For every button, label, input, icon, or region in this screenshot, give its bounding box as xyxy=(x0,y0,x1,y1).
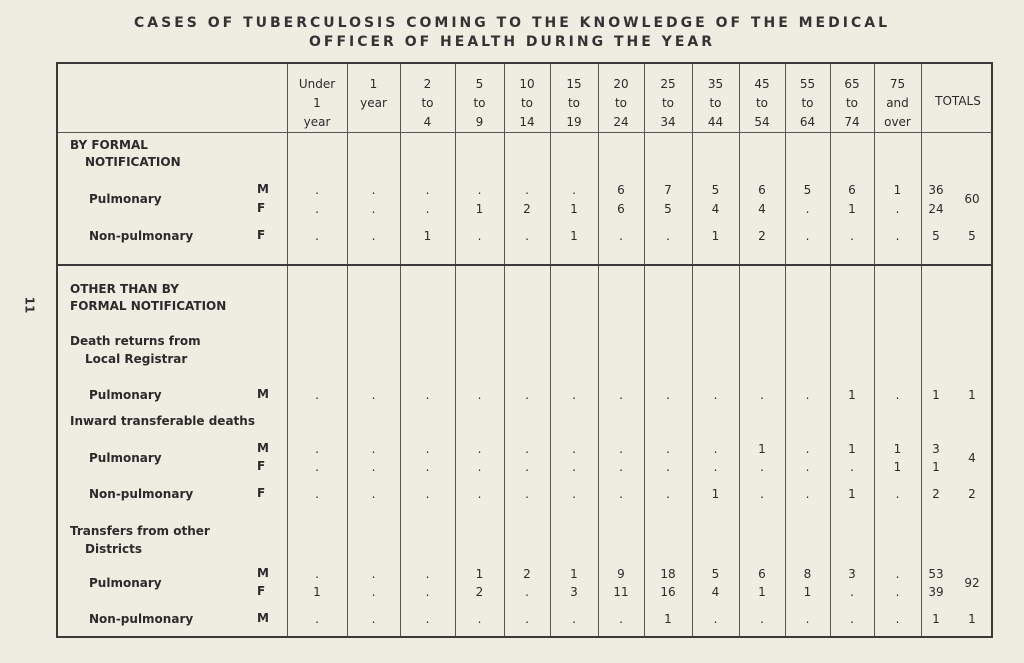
table-cell: 1 xyxy=(893,460,902,474)
table-cell: . xyxy=(619,229,623,243)
table-cell: . xyxy=(666,229,670,243)
row-sex: F xyxy=(257,459,266,473)
table-cell: 8 xyxy=(803,567,812,581)
grand-total: 92 xyxy=(964,576,980,590)
grand-total: 4 xyxy=(968,451,976,465)
table-cell: . xyxy=(477,612,482,626)
table-cell: . xyxy=(371,229,376,243)
table-cell: 1 xyxy=(893,442,902,456)
table-cell: . xyxy=(477,460,482,474)
table-cell: 1 xyxy=(475,202,484,216)
table-cell: . xyxy=(666,487,670,501)
column-divider xyxy=(692,64,693,636)
column-header: to xyxy=(421,96,434,110)
column-header: 34 xyxy=(660,115,676,129)
column-header: 15 xyxy=(566,77,582,91)
table-cell: . xyxy=(713,442,718,456)
column-header: 20 xyxy=(613,77,629,91)
table-cell: 6 xyxy=(617,183,625,197)
table-cell: . xyxy=(525,442,529,456)
table-cell: 5 xyxy=(803,183,812,197)
column-header: 35 xyxy=(707,77,724,91)
sub-transfers-line2: Districts xyxy=(85,542,142,556)
column-header: and xyxy=(886,96,909,110)
table-cell: . xyxy=(895,612,900,626)
table-cell: 2 xyxy=(523,567,531,581)
column-header: 14 xyxy=(519,115,535,129)
row-label: Pulmonary xyxy=(89,388,162,402)
column-header: 9 xyxy=(475,115,484,129)
row-sex: M xyxy=(257,566,269,580)
table-cell: 6 xyxy=(758,183,766,197)
row-sex: M xyxy=(257,611,269,625)
column-divider xyxy=(550,64,551,636)
table-cell: 1 xyxy=(848,388,856,402)
table-cell: . xyxy=(713,460,718,474)
column-header: to xyxy=(520,96,534,110)
table-cell: . xyxy=(315,202,319,216)
table-cell: . xyxy=(525,585,529,599)
section-other-line2: FORMAL NOTIFICATION xyxy=(70,299,227,313)
column-header: 45 xyxy=(754,77,770,91)
column-header: 24 xyxy=(613,115,629,129)
table-cell: . xyxy=(371,202,376,216)
table-cell: . xyxy=(805,487,810,501)
row-total: 2 xyxy=(932,487,940,501)
column-divider xyxy=(347,64,348,636)
table-cell: . xyxy=(425,442,430,456)
table-cell: . xyxy=(371,388,376,402)
section-other-line1: OTHER THAN BY xyxy=(70,282,179,296)
row-total: 36 xyxy=(928,183,944,197)
table-cell: 1 xyxy=(570,202,578,216)
table-cell: . xyxy=(572,612,576,626)
table-cell: . xyxy=(713,388,718,402)
column-header: year xyxy=(303,115,331,129)
column-header: 65 xyxy=(844,77,860,91)
row-label: Non-pulmonary xyxy=(89,612,194,626)
column-header: 1 xyxy=(313,96,321,110)
sub-inward: Inward transferable deaths xyxy=(70,414,255,428)
grand-total: 5 xyxy=(968,229,976,243)
table-cell: 1 xyxy=(848,487,856,501)
table-cell: . xyxy=(805,460,810,474)
table-cell: . xyxy=(572,460,576,474)
table-cell: . xyxy=(619,487,623,501)
table-cell: 4 xyxy=(711,585,720,599)
table-cell: . xyxy=(525,487,529,501)
row-divider xyxy=(58,264,991,266)
table-cell: . xyxy=(760,460,764,474)
column-divider xyxy=(644,64,645,636)
table-cell: 2 xyxy=(758,229,766,243)
column-header: Under xyxy=(298,77,336,91)
table-cell: 6 xyxy=(617,202,625,216)
table-cell: 16 xyxy=(660,585,676,599)
table-cell: 2 xyxy=(475,585,484,599)
table-cell: 9 xyxy=(617,567,625,581)
table-cell: . xyxy=(371,183,376,197)
sub-transfers-line1: Transfers from other xyxy=(70,524,210,538)
sub-death-line2: Local Registrar xyxy=(85,352,188,366)
column-header: 5 xyxy=(475,77,484,91)
row-total: 1 xyxy=(932,612,940,626)
column-header: to xyxy=(709,96,722,110)
table-cell: 1 xyxy=(313,585,321,599)
column-divider xyxy=(455,64,456,636)
table-cell: . xyxy=(315,229,319,243)
table-cell: 6 xyxy=(758,567,766,581)
row-total: 3 xyxy=(932,442,940,456)
row-total: 1 xyxy=(932,460,940,474)
row-total: 39 xyxy=(928,585,944,599)
table-cell: . xyxy=(805,442,810,456)
column-header: year xyxy=(360,96,387,110)
column-divider xyxy=(739,64,740,636)
column-header: 10 xyxy=(519,77,535,91)
row-label: Pulmonary xyxy=(89,451,162,465)
table-cell: 4 xyxy=(758,202,766,216)
table-cell: . xyxy=(525,388,529,402)
table-cell: . xyxy=(895,202,900,216)
table-cell: . xyxy=(805,229,810,243)
row-total: 5 xyxy=(932,229,940,243)
table-cell: . xyxy=(371,487,376,501)
column-header: 44 xyxy=(707,115,724,129)
column-header: over xyxy=(884,115,911,129)
row-sex: M xyxy=(257,387,269,401)
table-cell: . xyxy=(315,388,319,402)
table-cell: . xyxy=(371,442,376,456)
table-cell: . xyxy=(713,612,718,626)
table-cell: . xyxy=(477,229,482,243)
grand-total: 1 xyxy=(968,388,976,402)
grand-total: 60 xyxy=(964,192,980,206)
table-cell: . xyxy=(315,567,319,581)
column-header: 55 xyxy=(799,77,816,91)
row-label: Pulmonary xyxy=(89,576,162,590)
table-cell: . xyxy=(315,612,319,626)
table-cell: 6 xyxy=(848,183,856,197)
table-cell: . xyxy=(760,487,764,501)
table-cell: . xyxy=(805,612,810,626)
table-cell: . xyxy=(760,612,764,626)
table-cell: . xyxy=(572,388,576,402)
row-sex: F xyxy=(257,584,266,598)
column-header: 64 xyxy=(799,115,816,129)
title-line-2: OFFICER OF HEALTH DURING THE YEAR xyxy=(308,34,715,50)
table-cell: . xyxy=(425,585,430,599)
table-cell: 1 xyxy=(423,229,432,243)
table-cell: . xyxy=(619,388,623,402)
table-cell: . xyxy=(850,585,854,599)
table-cell: . xyxy=(805,202,810,216)
table-cell: . xyxy=(477,183,482,197)
row-sex: F xyxy=(257,486,266,500)
table-cell: 5 xyxy=(664,202,672,216)
column-header: 2 xyxy=(423,77,432,91)
column-header: to xyxy=(755,96,769,110)
table-cell: 11 xyxy=(613,585,629,599)
table-cell: 1 xyxy=(758,585,766,599)
section-formal-line2: NOTIFICATION xyxy=(85,155,181,169)
table-cell: 1 xyxy=(893,183,902,197)
table-cell: 5 xyxy=(711,567,720,581)
table-cell: . xyxy=(850,229,854,243)
table-cell: . xyxy=(371,460,376,474)
grand-total: 1 xyxy=(968,612,976,626)
table-cell: 5 xyxy=(711,183,720,197)
table-cell: . xyxy=(371,585,376,599)
row-total: 53 xyxy=(928,567,944,581)
column-header: 4 xyxy=(423,115,432,129)
column-header: to xyxy=(567,96,581,110)
table-cell: . xyxy=(525,183,529,197)
column-divider xyxy=(504,64,505,636)
table-cell: 3 xyxy=(570,585,578,599)
table-cell: . xyxy=(895,567,900,581)
row-label: Pulmonary xyxy=(89,192,162,206)
column-header: to xyxy=(473,96,486,110)
column-header: 75 xyxy=(889,77,906,91)
column-divider xyxy=(921,64,922,636)
column-header: 74 xyxy=(844,115,860,129)
row-sex: M xyxy=(257,441,269,455)
table-cell: 1 xyxy=(570,229,578,243)
row-total: 24 xyxy=(928,202,944,216)
table-cell: . xyxy=(666,460,670,474)
row-divider xyxy=(58,132,991,133)
table-cell: . xyxy=(425,612,430,626)
column-header: to xyxy=(661,96,675,110)
table-cell: . xyxy=(315,442,319,456)
table-cell: . xyxy=(315,460,319,474)
table-cell: . xyxy=(666,388,670,402)
table-cell: . xyxy=(371,567,376,581)
table-cell: 1 xyxy=(711,487,720,501)
column-header: to xyxy=(801,96,814,110)
title-line-1: CASES OF TUBERCULOSIS COMING TO THE KNOWLEDGE OF THE MEDICAL xyxy=(134,15,890,31)
table-cell: . xyxy=(572,183,576,197)
table-cell: . xyxy=(619,460,623,474)
column-divider xyxy=(400,64,401,636)
table-cell: . xyxy=(805,388,810,402)
table-cell: . xyxy=(371,612,376,626)
table-cell: . xyxy=(619,442,623,456)
table-cell: . xyxy=(666,442,670,456)
table-cell: 1 xyxy=(848,202,856,216)
table-cell: . xyxy=(425,460,430,474)
column-header: 25 xyxy=(660,77,676,91)
totals-header: TOTALS xyxy=(935,94,981,108)
table-cell: 1 xyxy=(570,567,578,581)
table-cell: 1 xyxy=(758,442,766,456)
column-header: 1 xyxy=(369,77,378,91)
table-cell: . xyxy=(895,388,900,402)
table-cell: . xyxy=(525,229,529,243)
column-divider xyxy=(598,64,599,636)
tuberculosis-table xyxy=(56,62,993,638)
table-cell: 18 xyxy=(660,567,676,581)
table-cell: . xyxy=(315,487,319,501)
table-cell: 1 xyxy=(475,567,484,581)
table-cell: . xyxy=(619,612,623,626)
table-cell: 7 xyxy=(664,183,672,197)
table-cell: . xyxy=(425,567,430,581)
column-divider xyxy=(287,64,288,636)
column-header: to xyxy=(614,96,628,110)
table-cell: 1 xyxy=(711,229,720,243)
row-sex: F xyxy=(257,228,266,242)
table-cell: . xyxy=(477,487,482,501)
row-label: Non-pulmonary xyxy=(89,229,194,243)
table-cell: . xyxy=(895,229,900,243)
table-cell: 1 xyxy=(803,585,812,599)
table-cell: . xyxy=(760,388,764,402)
table-cell: 2 xyxy=(523,202,531,216)
table-cell: . xyxy=(477,388,482,402)
table-cell: . xyxy=(425,388,430,402)
table-cell: 1 xyxy=(664,612,672,626)
column-divider xyxy=(830,64,831,636)
table-cell: 4 xyxy=(711,202,720,216)
row-sex: F xyxy=(257,201,266,215)
section-formal-line1: BY FORMAL xyxy=(70,138,148,152)
table-cell: 1 xyxy=(848,442,856,456)
table-cell: . xyxy=(525,612,529,626)
table-cell: . xyxy=(572,487,576,501)
table-cell: . xyxy=(895,487,900,501)
table-cell: . xyxy=(850,612,854,626)
column-divider xyxy=(785,64,786,636)
grand-total: 2 xyxy=(968,487,976,501)
column-header: 19 xyxy=(566,115,582,129)
column-divider xyxy=(874,64,875,636)
table-cell: 3 xyxy=(848,567,856,581)
table-cell: . xyxy=(477,442,482,456)
table-cell: . xyxy=(425,183,430,197)
column-header: to xyxy=(845,96,859,110)
table-cell: . xyxy=(315,183,319,197)
table-cell: . xyxy=(525,460,529,474)
table-cell: . xyxy=(895,585,900,599)
row-sex: M xyxy=(257,182,269,196)
row-total: 1 xyxy=(932,388,940,402)
column-header: 54 xyxy=(754,115,770,129)
table-title xyxy=(0,14,1024,52)
table-cell: . xyxy=(572,442,576,456)
page-number: 11 xyxy=(22,296,37,314)
table-cell: . xyxy=(425,487,430,501)
table-cell: . xyxy=(850,460,854,474)
sub-death-line1: Death returns from xyxy=(70,334,201,348)
row-label: Non-pulmonary xyxy=(89,487,194,501)
table-cell: . xyxy=(425,202,430,216)
